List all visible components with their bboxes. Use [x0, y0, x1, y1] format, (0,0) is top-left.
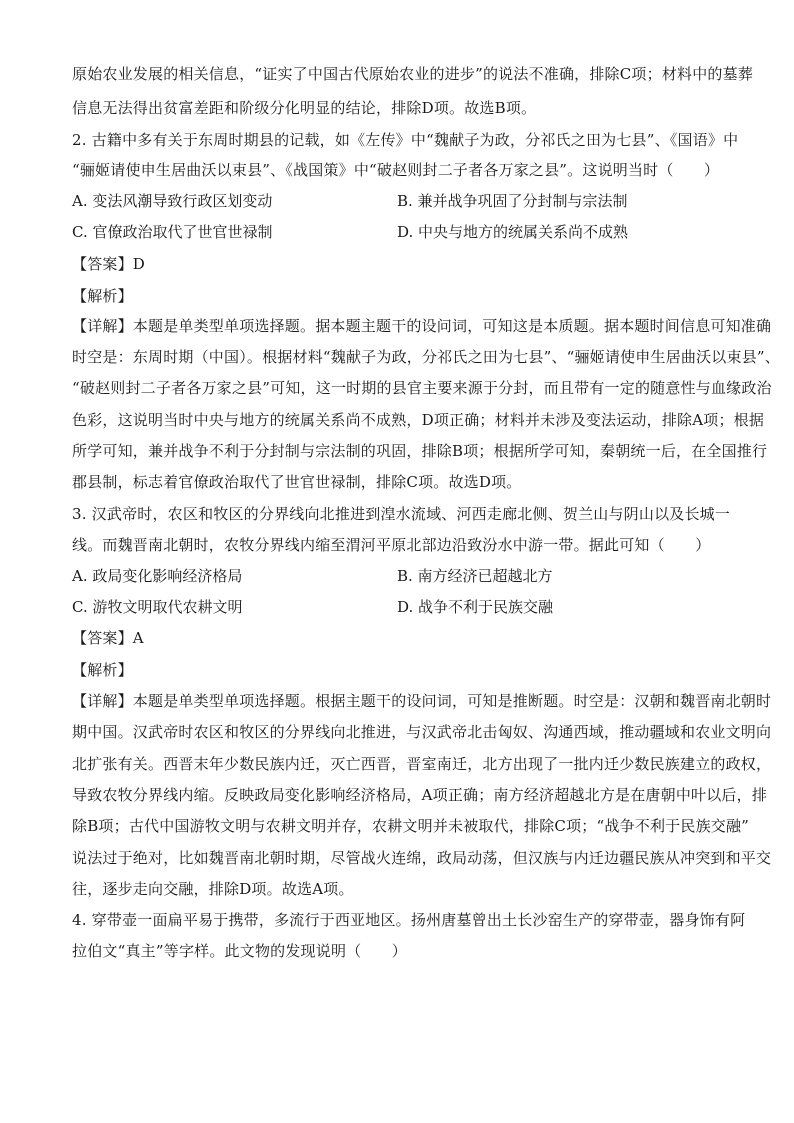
- q3-option-c: C. 游牧文明取代农耕文明: [72, 598, 243, 616]
- q2-option-c: C. 官僚政治取代了世官世禄制: [72, 223, 273, 241]
- q3-detail-line-5: 除B项；古代中国游牧文明与农耕文明并存，农耕文明并未被取代，排除C项；“战争不利于民族交融”: [72, 817, 750, 835]
- q2-option-b: B. 兼并战争巩固了分封制与宗法制: [397, 192, 628, 210]
- q3-detail-line-7: 往，逐步走向交融，排除D项。故选A项。: [72, 880, 354, 898]
- q2-analysis-label: 【解析】: [72, 287, 133, 305]
- q2-detail-line-1: 【详解】本题是单类型单项选择题。据本题主题干的设问词，可知这是本质题。据本题时间信息可知准确: [72, 317, 772, 335]
- q3-option-d: D. 战争不利于民族交融: [397, 598, 554, 616]
- q2-detail-line-2: 时空是：东周时期（中国）。根据材料“魏献子为政，分祁氏之田为七县”、“骊姬请使申生居曲沃以束县”、: [72, 348, 780, 366]
- q3-detail-line-3: 北扩张有关。西晋末年少数民族内迁，灭亡西晋，晋室南迁，北方出现了一批内迁少数民族建立的政权，: [72, 755, 772, 773]
- q3-detail-line-1: 【详解】本题是单类型单项选择题。根据主题干的设问词，可知是推断题。时空是：汉朝和魏晋南北朝时: [72, 692, 772, 710]
- q3-answer: 【答案】A: [72, 629, 144, 647]
- q2-answer: 【答案】D: [72, 255, 146, 273]
- q4-stem-line-1: 4. 穿带壶一面扁平易于携带，多流行于西亚地区。扬州唐墓曾出土长沙窑生产的穿带壶，器身饰有阿: [72, 911, 746, 929]
- prev-analysis-line-2: 信息无法得出贫富差距和阶级分化明显的结论，排除D项。故选B项。: [72, 99, 537, 117]
- q2-detail-line-3: “破赵则封二子者各万家之县”可知，这一时期的县官主要来源于分封，而且带有一定的随意性与血缘政治: [72, 379, 772, 397]
- q2-detail-line-6: 郡县制，标志着官僚政治取代了世官世禄制，排除C项。故选D项。: [72, 473, 522, 491]
- q3-detail-line-6: 说法过于绝对，比如魏晋南北朝时期，尽管战火连绵，政局动荡，但汉族与内迁边疆民族从冲突到和平交: [72, 849, 772, 867]
- q3-option-a: A. 政局变化影响经济格局: [72, 567, 243, 585]
- q2-detail-line-5: 所学可知，兼并战争不利于分封制与宗法制的巩固，排除B项；根据所学可知，秦朝统一后，在全国推行: [72, 442, 768, 460]
- q3-analysis-label: 【解析】: [72, 661, 133, 679]
- q2-stem-line-1: 2. 古籍中多有关于东周时期县的记载，如《左传》中“魏献子为政，分祁氏之田为七县”、《国语》中: [72, 131, 739, 149]
- q4-stem-line-2: 拉伯文“真主”等字样。此文物的发现说明（ ）: [72, 942, 407, 960]
- q2-option-d: D. 中央与地方的统属关系尚不成熟: [397, 223, 629, 241]
- q3-option-b: B. 南方经济已超越北方: [397, 567, 553, 585]
- q3-detail-line-4: 导致农牧分界线内缩。反映政局变化影响经济格局，A项正确；南方经济超越北方是在唐朝中叶以后，排: [72, 786, 768, 804]
- q2-detail-line-4: 色彩，这说明当时中央与地方的统属关系尚不成熟，D项正确；材料并未涉及变法运动，排除A项；根据: [72, 411, 765, 429]
- prev-analysis-line-1: 原始农业发展的相关信息，“证实了中国古代原始农业的进步”的说法不准确，排除C项；材料中的墓葬: [72, 65, 754, 83]
- q2-option-a: A. 变法风潮导致行政区划变动: [72, 192, 273, 210]
- q3-detail-line-2: 期中国。汉武帝时农区和牧区的分界线向北推进，与汉武帝北击匈奴、沟通西域，推动疆域和农业文明向: [72, 723, 772, 741]
- q3-stem-line-1: 3. 汉武帝时，农区和牧区的分界线向北推进到湟水流域、河西走廊北侧、贺兰山与阴山以及长城一: [72, 505, 731, 523]
- q2-stem-line-2: “骊姬请使申生居曲沃以束县”、《战国策》中“破赵则封二子者各万家之县”。这说明当时（ ）: [72, 161, 720, 179]
- q3-stem-line-2: 线。而魏晋南北朝时，农牧分界线内缩至渭河平原北部边沿致汾水中游一带。据此可知（ ）: [72, 536, 711, 554]
